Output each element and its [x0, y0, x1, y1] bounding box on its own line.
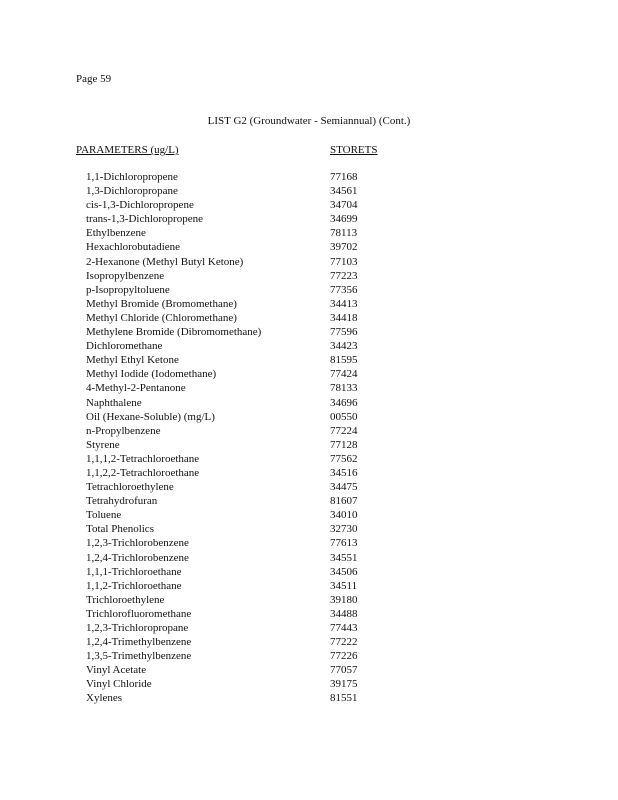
parameter-name: Total Phenolics [86, 523, 154, 536]
parameter-name: 1,1,2-Trichloroethane [86, 579, 182, 592]
storet-code: 34423 [330, 340, 358, 353]
storet-code: 78113 [330, 227, 358, 240]
parameter-name: Trichloroethylene [86, 593, 165, 606]
table-row [0, 325, 618, 339]
table-row [0, 283, 618, 297]
table-row [0, 635, 618, 649]
table-row [0, 649, 618, 663]
storet-code: 77223 [330, 269, 358, 282]
parameter-name: Ethylbenzene [86, 227, 146, 240]
storet-code: 34696 [330, 396, 358, 409]
parameters-column-header: PARAMETERS (ug/L) [76, 144, 179, 156]
table-row [0, 621, 618, 635]
table-row [0, 226, 618, 240]
storets-column-header: STORETS [330, 144, 378, 156]
page-number: Page 59 [76, 73, 112, 85]
storet-code: 77128 [330, 438, 358, 451]
parameter-name: Methyl Ethyl Ketone [86, 354, 179, 367]
storet-code: 34551 [330, 551, 358, 564]
parameter-name: p-Isopropyltoluene [86, 283, 170, 296]
table-row [0, 396, 618, 410]
parameter-name: Methyl Chloride (Chloromethane) [86, 311, 237, 324]
parameter-name: Tetrachloroethylene [86, 481, 174, 494]
parameter-name: n-Propylbenzene [86, 424, 161, 437]
parameter-name: 1,1,1,2-Tetrachloroethane [86, 452, 200, 465]
table-row [0, 367, 618, 381]
storet-code: 39702 [330, 241, 358, 254]
table-row [0, 184, 618, 198]
storet-code: 77613 [330, 537, 358, 550]
table-row [0, 565, 618, 579]
parameter-name: cis-1,3-Dichloropropene [86, 199, 194, 212]
storet-code: 81551 [330, 692, 358, 705]
table-row [0, 536, 618, 550]
parameter-name: Xylenes [86, 692, 123, 705]
storet-code: 34511 [330, 579, 358, 592]
parameter-name: Toluene [86, 509, 122, 522]
parameter-name: 1,2,3-Trichloropropane [86, 622, 189, 634]
parameter-name: 1,2,3-Trichlorobenzene [86, 537, 189, 550]
table-row [0, 311, 618, 325]
storet-code: 77562 [330, 452, 358, 465]
storet-code: 77596 [330, 326, 358, 339]
list-title: LIST G2 (Groundwater - Semiannual) (Cont.) [207, 115, 411, 127]
table-row [0, 607, 618, 621]
table-row [0, 269, 618, 283]
table-row [0, 551, 618, 565]
table-row [0, 410, 618, 424]
parameter-name: 2-Hexanone (Methyl Butyl Ketone) [86, 255, 244, 268]
storet-code: 77168 [330, 171, 358, 183]
storet-code: 39180 [330, 593, 358, 606]
storet-code: 77443 [330, 622, 358, 634]
table-row [0, 508, 618, 522]
storet-code: 77057 [330, 664, 358, 677]
table-row [0, 240, 618, 254]
table-row [0, 255, 618, 269]
parameter-name: Dichloromethane [86, 340, 163, 353]
parameter-name: Hexachlorobutadiene [86, 241, 181, 254]
storet-code: 77356 [330, 283, 358, 296]
table-row [0, 381, 618, 395]
storet-code: 34418 [330, 311, 358, 324]
parameter-name: Methylene Bromide (Dibromomethane) [86, 326, 262, 339]
storet-code: 39175 [330, 678, 358, 691]
table-row [0, 452, 618, 466]
parameter-name: Styrene [86, 438, 120, 451]
parameter-name: Isopropylbenzene [86, 269, 165, 282]
parameter-name: 1,2,4-Trichlorobenzene [86, 551, 189, 564]
table-row [0, 579, 618, 593]
table-row [0, 353, 618, 367]
table-row [0, 593, 618, 607]
parameter-name: Trichlorofluoromethane [86, 607, 192, 620]
storet-code: 81607 [330, 495, 358, 508]
storet-code: 77424 [330, 368, 358, 381]
storet-code: 81595 [330, 354, 358, 367]
storet-code: 77224 [330, 424, 358, 437]
storet-code: 34516 [330, 466, 358, 479]
table-row [0, 438, 618, 452]
parameters-table [0, 170, 618, 706]
storet-code: 77226 [330, 650, 358, 663]
table-row [0, 522, 618, 536]
parameter-name: Vinyl Chloride [86, 678, 152, 691]
table-row [0, 297, 618, 311]
parameter-name: Oil (Hexane-Soluble) (mg/L) [86, 410, 215, 423]
parameter-name: 1,2,4-Trimethylbenzene [86, 636, 192, 649]
storet-code: 77103 [330, 255, 358, 268]
storet-code: 78133 [330, 382, 358, 395]
parameter-name: Methyl Iodide (Iodomethane) [86, 368, 217, 381]
storet-code: 77222 [330, 636, 358, 649]
table-row [0, 663, 618, 677]
parameter-name: trans-1,3-Dichloropropene [86, 213, 203, 226]
table-row [0, 691, 618, 705]
table-row [0, 198, 618, 212]
parameter-name: 1,1,2,2-Tetrachloroethane [86, 466, 200, 479]
parameter-name: 1,1-Dichloropropene [86, 171, 178, 183]
table-row [0, 424, 618, 438]
storet-code: 34704 [330, 199, 358, 212]
table-row [0, 170, 618, 184]
table-row [0, 339, 618, 353]
parameter-name: Vinyl Acetate [86, 664, 147, 677]
table-row [0, 212, 618, 226]
parameter-name: 1,1,1-Trichloroethane [86, 565, 182, 578]
storet-code: 34413 [330, 297, 358, 310]
parameter-name: Tetrahydrofuran [86, 495, 158, 508]
parameter-name: 1,3,5-Trimethylbenzene [86, 650, 192, 663]
storet-code: 32730 [330, 523, 358, 536]
parameter-name: 4-Methyl-2-Pentanone [86, 382, 186, 395]
parameter-name: Naphthalene [86, 396, 142, 409]
storet-code: 34561 [330, 185, 358, 198]
storet-code: 00550 [330, 410, 358, 423]
storet-code: 34506 [330, 565, 358, 578]
parameter-name: Methyl Bromide (Bromomethane) [86, 297, 237, 310]
storet-code: 34475 [330, 481, 358, 494]
storet-code: 34488 [330, 607, 358, 620]
table-row [0, 466, 618, 480]
storet-code: 34699 [330, 213, 358, 226]
table-row [0, 480, 618, 494]
table-row [0, 677, 618, 691]
storet-code: 34010 [330, 509, 358, 522]
table-row [0, 494, 618, 508]
parameter-name: 1,3-Dichloropropane [86, 185, 178, 198]
